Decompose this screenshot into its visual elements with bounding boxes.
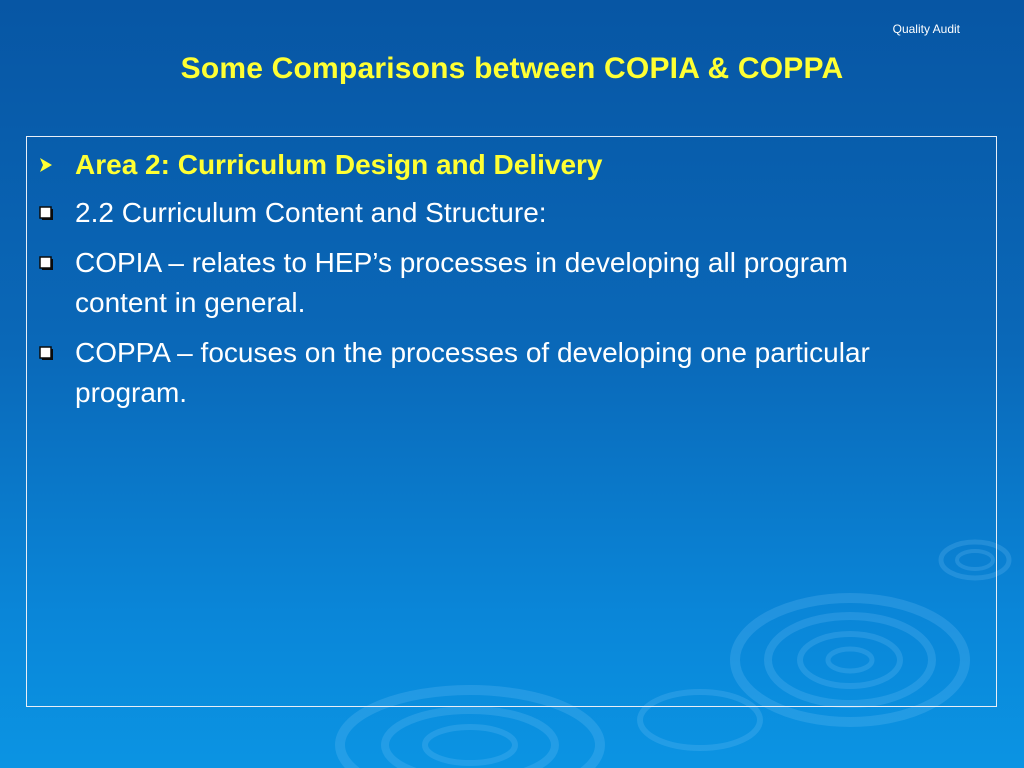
square-bullet-icon [39, 346, 55, 362]
bullet-text: COPIA – relates to HEP’s processes in developing all program content in general. [75, 247, 848, 318]
bullet-item [39, 333, 939, 413]
square-bullet-icon [39, 206, 55, 222]
arrow-bullet-icon [39, 157, 53, 173]
bullet-text: COPPA – focuses on the processes of developing one particular program. [75, 337, 870, 408]
content-box [26, 136, 997, 707]
bullet-heading [39, 145, 939, 185]
bullet-item [39, 243, 939, 323]
slide-title: Some Comparisons between COPIA & COPPA [180, 52, 844, 85]
bullet-list [39, 145, 939, 423]
bullet-heading-text: Area 2: Curriculum Design and Delivery [75, 149, 603, 180]
header-label: Quality Audit [892, 22, 960, 36]
bullet-item [39, 193, 939, 233]
bullet-text: 2.2 Curriculum Content and Structure: [75, 197, 547, 228]
square-bullet-icon [39, 256, 55, 272]
